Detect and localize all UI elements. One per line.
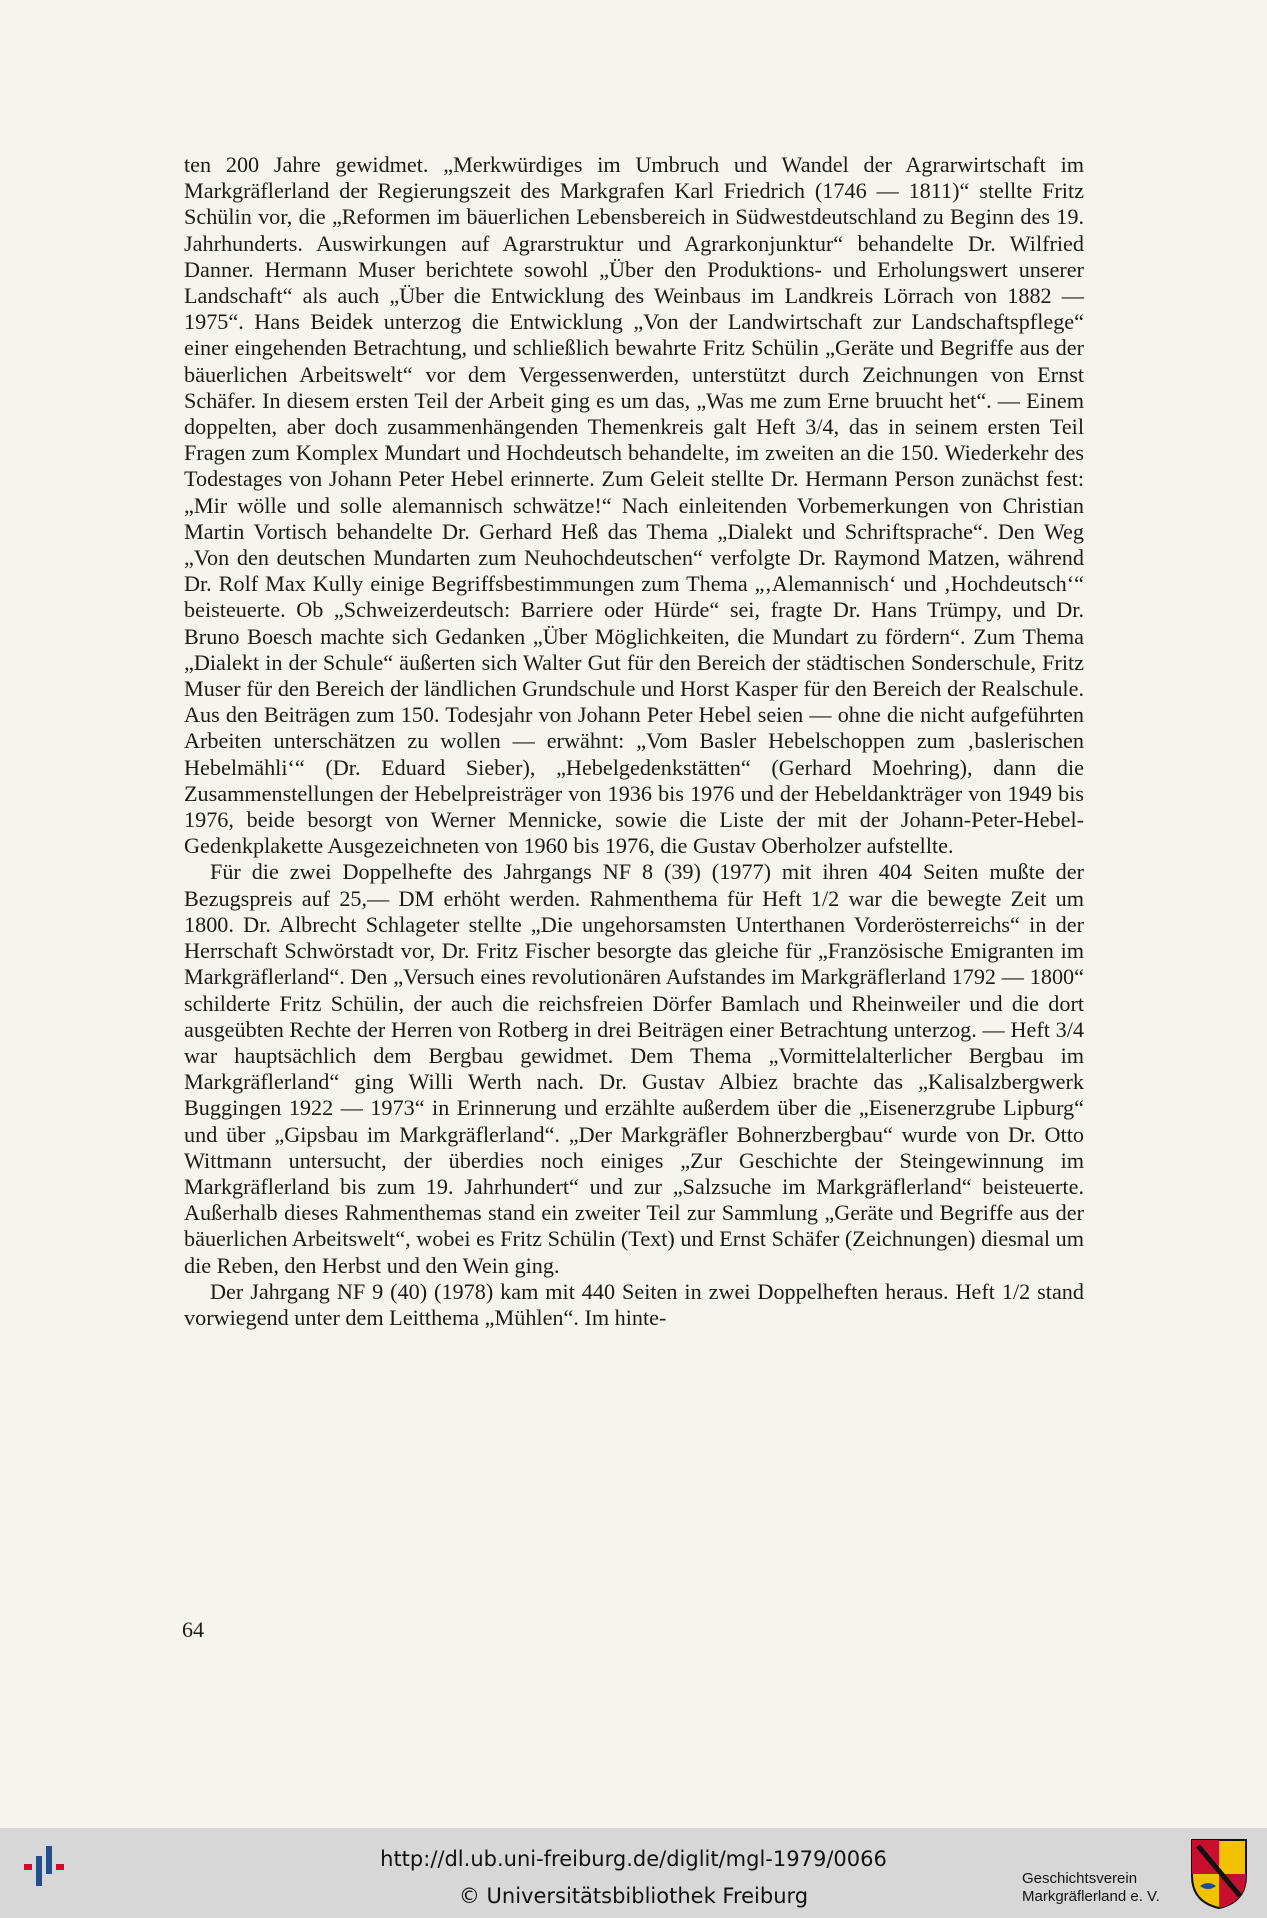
- body-text: [184, 152, 1084, 1331]
- page-number: 64: [182, 1617, 204, 1642]
- society-line-1: Geschichtsverein: [1022, 1870, 1138, 1887]
- society-name: [1022, 1870, 1160, 1906]
- society-line-2: Markgräflerland e. V.: [1022, 1888, 1160, 1905]
- paragraph-1: ten 200 Jahre gewidmet. „Merkwürdiges im Umbruch und Wandel der Agrarwirtschaft im Markgräflerland der Regierungszeit des Markgrafen Karl Friedrich (1746 — 1811)“ stellte Fritz Schülin vor, die „Reformen im bäuerlichen Lebensbereich in Südwestdeutschland zu Beginn des 19. Jahrhunderts. Auswirkungen auf Agrarstruktur und Agrarkonjunktur“ behandelte Dr. Wilfried Danner. Hermann Muser berichtete sowohl „Über den Produktions- und Erholungswert unserer Landschaft“ als auch „Über die Entwicklung des Weinbaus im Landkreis Lörrach von 1882 — 1975“. Hans Beidek unterzog die Entwicklung „Von der Landwirtschaft zur Landschaftspflege“ einer eingehenden Betrachtung, und schließlich bewahrte Fritz Schülin „Geräte und Begriffe aus der bäuerlichen Arbeitswelt“ vor dem Vergessenwerden, unterstützt durch Zeichnungen von Ernst Schäfer. In diesem ersten Teil der Arbeit ging es um das, „Was me zum Erne bruucht het“. — Einem doppelten, aber doch zusammenhängenden Themenkreis galt Heft 3/4, das in seinem ersten Teil Fragen zum Komplex Mundart und Hochdeutsch behandelte, im zweiten an die 150. Wiederkehr des Todestages von Johann Peter Hebel erinnerte. Zum Geleit stellte Dr. Hermann Person zunächst fest: „Mir wölle und solle alemannisch schwätze!“ Nach einleitenden Vorbemerkungen von Christian Martin Vortisch behandelte Dr. Gerhard Heß das Thema „Dialekt und Schriftsprache“. Den Weg „Von den deutschen Mundarten zum Neuhochdeutschen“ verfolgte Dr. Raymond Matzen, während Dr. Rolf Max Kully einige Begriffsbestimmungen zum Thema „‚Alemannisch‘ und ‚Hochdeutsch‘“ beisteuerte. Ob „Schweizerdeutsch: Barriere oder Hürde“ sei, fragte Dr. Hans Trümpy, und Dr. Bruno Boesch machte sich Gedanken „Über Möglichkeiten, die Mundart zu fördern“. Zum Thema „Dialekt in der Schule“ äußerten sich Walter Gut für den Bereich der städtischen Sonderschule, Fritz Muser für den Bereich der ländlichen Grundschule und Horst Kasper für den Bereich der Realschule. Aus den Beiträgen zum 150. Todesjahr von Johann Peter Hebel seien — ohne die nicht aufgeführten Arbeiten unterschätzen zu wollen — erwähnt: „Vom Basler Hebelschoppen zum ‚baslerischen Hebelmähli‘“ (Dr. Eduard Sieber), „Hebelgedenkstätten“ (Gerhard Moehring), dann die Zusammenstellungen der Hebelpreisträger von 1936 bis 1976 und der Hebeldankträger von 1949 bis 1976, beide besorgt von Werner Mennicke, sowie die Liste der mit der Johann-Peter-Hebel-Gedenkplakette Ausgezeichneten von 1960 bis 1976, die Gustav Oberholzer aufstellte.: [184, 152, 1084, 859]
- paragraph-3: Der Jahrgang NF 9 (40) (1978) kam mit 440 Seiten in zwei Doppelheften heraus. Heft 1/2 stand vorwiegend unter dem Leitthema „Mühlen“. Im hinte-: [184, 1278, 1084, 1330]
- copyright-text: © Universitätsbibliothek Freiburg: [458, 1884, 809, 1908]
- coat-of-arms-icon: [1188, 1836, 1250, 1912]
- paragraph-2: Für die zwei Doppelhefte des Jahrgangs NF 8 (39) (1977) mit ihren 404 Seiten mußte der Bezugspreis auf 25,— DM erhöht werden. Rahmenthema für Heft 1/2 war die bewegte Zeit um 1800. Dr. Albrecht Schlageter stellte „Die ungehorsamsten Unterthanen Vorderösterreichs“ in der Herrschaft Schwörstadt vor, Dr. Fritz Fischer besorgte das gleiche für „Französische Emigranten im Markgräflerland“. Den „Versuch eines revolutionären Aufstandes im Markgräflerland 1792 — 1800“ schilderte Fritz Schülin, der auch die reichsfreien Dörfer Bamlach und Rheinweiler und die dort ausgeübten Rechte der Herren von Rotberg in drei Beiträgen einer Betrachtung unterzog. — Heft 3/4 war hauptsächlich dem Bergbau gewidmet. Dem Thema „Vormittelalterlicher Bergbau im Markgräflerland“ ging Willi Werth nach. Dr. Gustav Albiez brachte das „Kalisalzbergwerk Buggingen 1922 — 1973“ in Erinnerung und erzählte außerdem über die „Eisenerzgrube Lipburg“ und über „Gipsbau im Markgräflerland“. „Der Markgräfler Bohnerzbergbau“ wurde von Dr. Otto Wittmann untersucht, der überdies noch einiges „Zur Geschichte der Steingewinnung im Markgräflerland bis zum 19. Jahrhundert“ und zur „Salzsuche im Markgräflerland“ beisteuerte. Außerhalb dieses Rahmenthemas stand ein zweiter Teil zur Sammlung „Geräte und Begriffe aus der bäuerlichen Arbeitswelt“, wobei es Fritz Schülin (Text) und Ernst Schäfer (Zeichnungen) diesmal um die Reben, den Herbst und den Wein ging.: [184, 859, 1084, 1278]
- source-url-link[interactable]: http://dl.ub.uni-freiburg.de/diglit/mgl-1979/0066: [380, 1847, 887, 1871]
